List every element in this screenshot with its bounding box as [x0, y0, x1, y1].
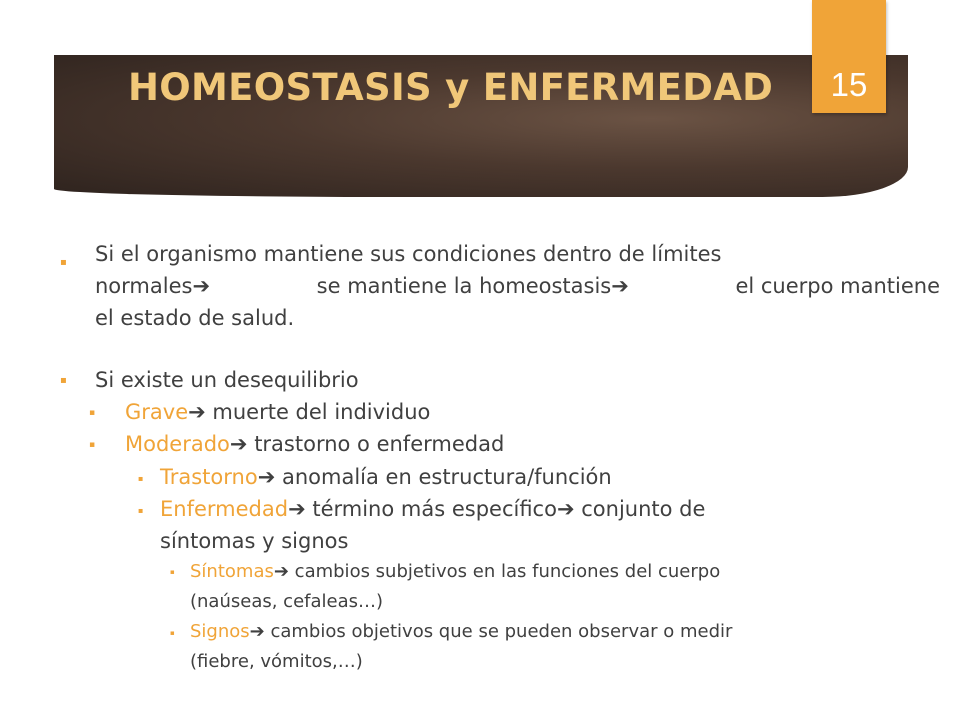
text-segment [317, 270, 629, 302]
desc-trastorno: anomalía en estructura/función [275, 465, 612, 489]
arrow-icon: ➔ [188, 400, 206, 424]
arrow-icon: ➔ [556, 497, 575, 521]
bullet-homeostasis-line2 [95, 270, 940, 302]
arrow-icon: ➔ [249, 621, 265, 642]
term-moderado: Moderado [125, 432, 230, 456]
term-trastorno: Trastorno [160, 465, 258, 489]
term-signos: Signos [190, 621, 250, 642]
bullet-grave [125, 396, 430, 428]
desc-enfermedad-b: conjunto de [574, 497, 706, 521]
slide-number: 15 [830, 66, 868, 103]
bullet-marker: ▪ [138, 506, 144, 515]
bullet-desequilibrio: Si existe un desequilibrio [95, 368, 359, 392]
arrow-icon: ➔ [273, 561, 289, 582]
bullet-enfermedad-line2: síntomas y signos [160, 529, 349, 553]
bullet-marker: ▪ [89, 408, 96, 418]
arrow-icon: ➔ [257, 465, 276, 489]
desc-moderado: trastorno o enfermedad [247, 432, 505, 456]
text-normales: normales [95, 274, 193, 298]
bullet-marker: ▪ [170, 568, 175, 576]
bullet-signos [190, 618, 732, 646]
desc-grave: muerte del individuo [205, 400, 431, 424]
bullet-enfermedad [160, 493, 705, 525]
text-segment [95, 270, 210, 302]
term-enfermedad: Enfermedad [160, 497, 289, 521]
text-segment: el cuerpo mantiene [735, 274, 940, 298]
bullet-marker: ▪ [89, 440, 96, 450]
arrow-icon: ➔ [229, 432, 248, 456]
text-homeostasis: se mantiene la homeostasis [316, 274, 612, 298]
desc-signos: cambios objetivos que se pueden observar o medir [264, 621, 733, 642]
bullet-marker: ▪ [170, 629, 175, 637]
bullet-moderado [125, 428, 504, 460]
bullet-marker: ▪ [138, 474, 144, 483]
slide-title: HOMEOSTASIS y ENFERMEDAD [128, 66, 774, 109]
bullet-sintomas [190, 558, 720, 586]
bullet-marker: ▪ [60, 375, 67, 386]
bullet-trastorno [160, 461, 612, 493]
desc-sintomas: cambios subjetivos en las funciones del cuerpo [288, 561, 721, 582]
term-sintomas: Síntomas [190, 561, 274, 582]
bullet-marker: ▪ [60, 257, 67, 268]
bullet-homeostasis-line1: Si el organismo mantiene sus condiciones dentro de límites [95, 242, 722, 266]
desc-enfermedad-a: término más específico [305, 497, 557, 521]
term-grave: Grave [125, 400, 189, 424]
bullet-homeostasis-line3: el estado de salud. [95, 306, 295, 330]
arrow-icon: ➔ [192, 274, 211, 298]
arrow-icon: ➔ [611, 274, 629, 298]
bullet-sintomas-line2: (naúseas, cefaleas…) [190, 591, 384, 612]
bullet-signos-line2: (fiebre, vómitos,…) [190, 651, 363, 672]
arrow-icon: ➔ [288, 497, 306, 521]
